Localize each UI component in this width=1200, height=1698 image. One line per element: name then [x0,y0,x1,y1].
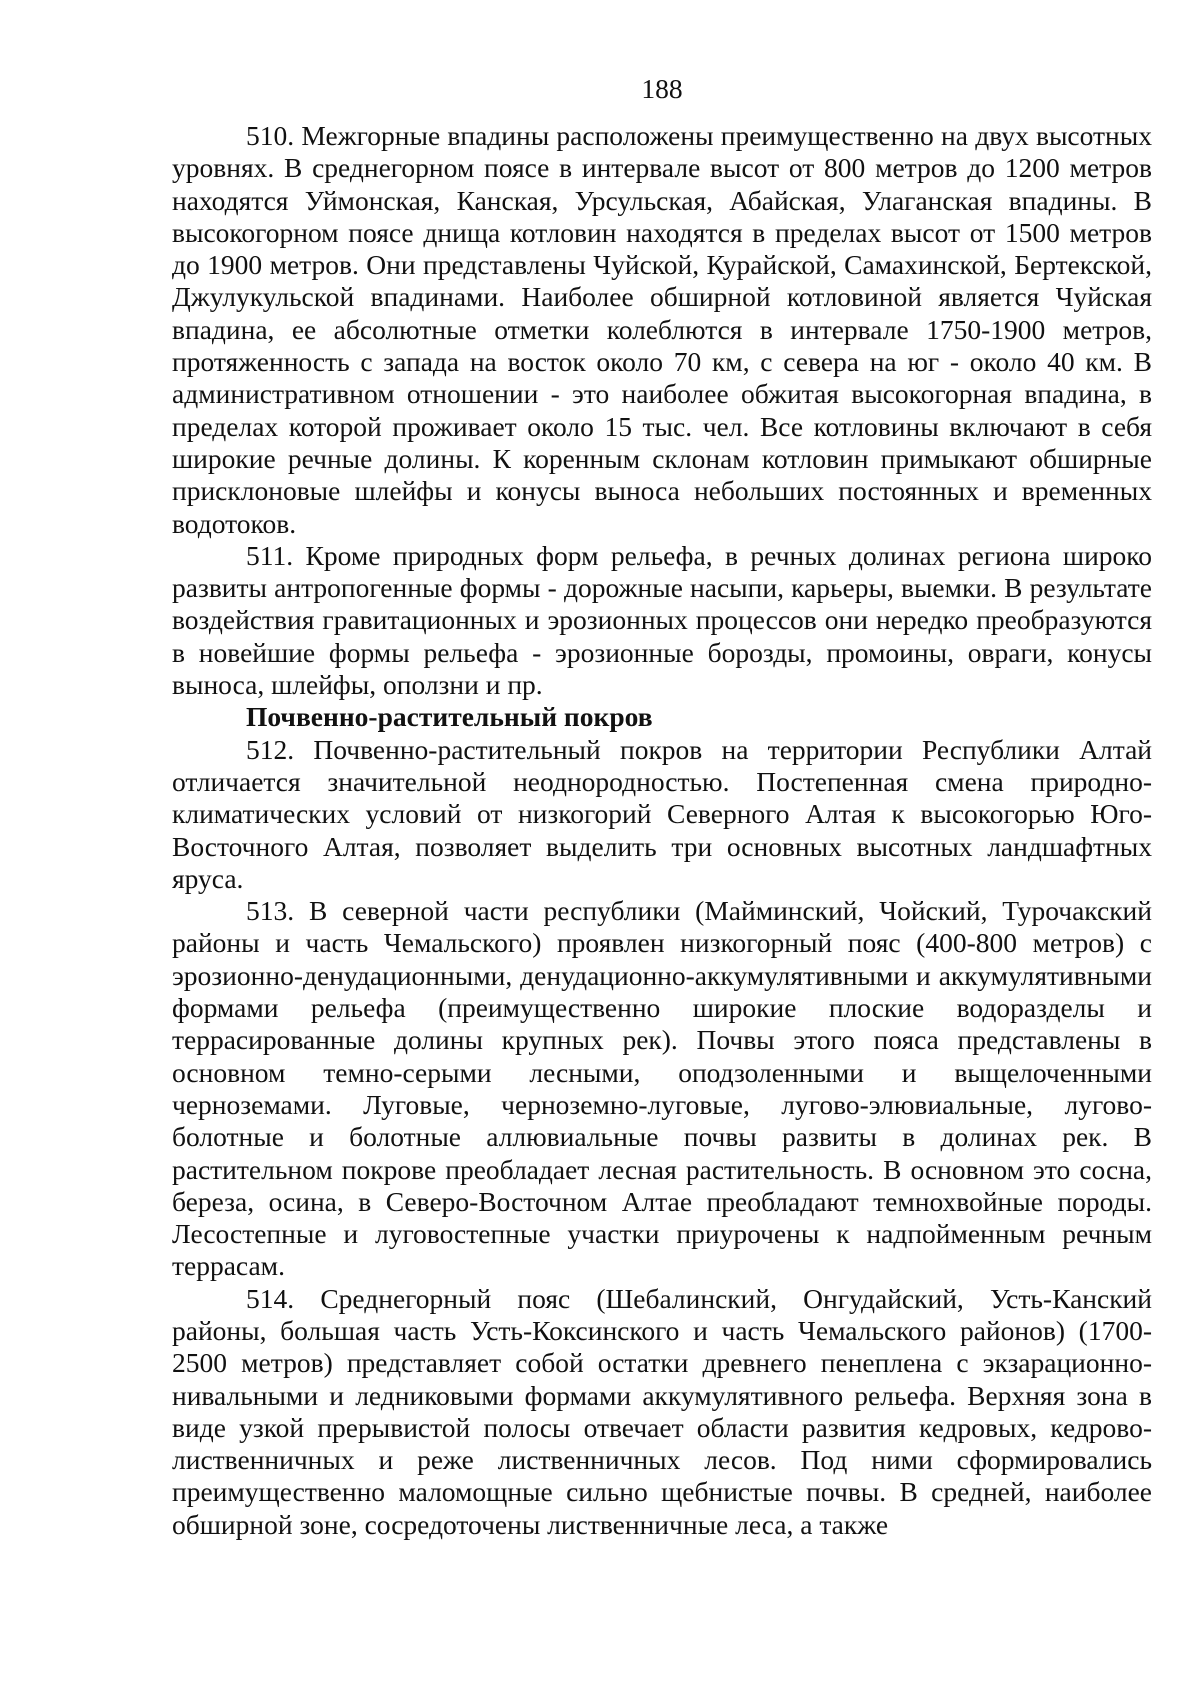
paragraph-514: 514. Среднегорный пояс (Шебалинский, Онгудайский, Усть-Канский районы, большая часть Усть-Коксинского и часть Чемальского районов) (1700-2500 метров) представляет собой остатки древнего пенеплена с экзарационно-нивальными и ледниковыми формами аккумулятивного рельефа. Верхняя зона в виде узкой прерывистой полосы отвечает области развития кедровых, кедрово-лиственничных и реже лиственничных лесов. Под ними сформировались преимущественно маломощные сильно щебнистые почвы. В средней, наиболее обширной зоне, сосредоточены лиственничные леса, а также [172,1282,1152,1540]
section-heading: Почвенно-растительный покров [246,701,653,733]
page-number: 188 [641,73,683,104]
document-page [172,68,1152,1541]
paragraph-511: 511. Кроме природных форм рельефа, в речных долинах региона широко развиты антропогенные формы - дорожные насыпи, карьеры, выемки. В результате воздействия гравитационных и эрозионных процессов они нередко преобразуются в новейшие формы рельефа - эрозионные борозды, промоины, овраги, конусы выноса, шлейфы, оползни и пр. [172,539,1152,701]
paragraph-510: 510. Межгорные впадины расположены преимущественно на двух высотных уровнях. В среднегорном поясе в интервале высот от 800 метров до 1200 метров находятся Уймонская, Канская, Урсульская, Абайская, Улаганская впадины. В высокогорном поясе днища котловин находятся в пределах высот от 1500 метров до 1900 метров. Они представлены Чуйской, Курайской, Самахинской, Бертекской, Джулукульской впадинами. Наиболее обширной котловиной является Чуйская впадина, ее абсолютные отметки колеблются в интервале 1750-1900 метров, протяженность с запада на восток около 70 км, с севера на юг - около 40 км. В административном отношении - это наиболее обжитая высокогорная впадина, в пределах которой проживает около 15 тыс. чел. Все котловины включают в себя широкие речные долины. К коренным склонам котловин примыкают обширные присклоновые шлейфы и конусы выноса небольших постоянных и временных водотоков. [172,120,1152,539]
paragraph-513: 513. В северной части республики (Майминский, Чойский, Турочакский районы и часть Чемальского) проявлен низкогорный пояс (400-800 метров) с эрозионно-денудационными, денудационно-аккумулятивными и аккумулятивными формами рельефа (преимущественно широкие плоские водоразделы и террасированные долины крупных рек). Почвы этого пояса представлены в основном темно-серыми лесными, оподзоленными и выщелоченными черноземами. Луговые, черноземно-луговые, лугово-элювиальные, лугово-болотные и болотные аллювиальные почвы развиты в долинах рек. В растительном покрове преобладает лесная растительность. В основном это сосна, береза, осина, в Северо-Восточном Алтае преобладают темнохвойные породы. Лесостепные и луговостепные участки приурочены к надпойменным речным террасам. [172,895,1152,1282]
paragraph-512: 512. Почвенно-растительный покров на территории Республики Алтай отличается значительной неоднородностью. Постепенная смена природно-климатических условий от низкогорий Северного Алтая к высокогорью Юго-Восточного Алтая, позволяет выделить три основных высотных ландшафтных яруса. [172,733,1152,894]
